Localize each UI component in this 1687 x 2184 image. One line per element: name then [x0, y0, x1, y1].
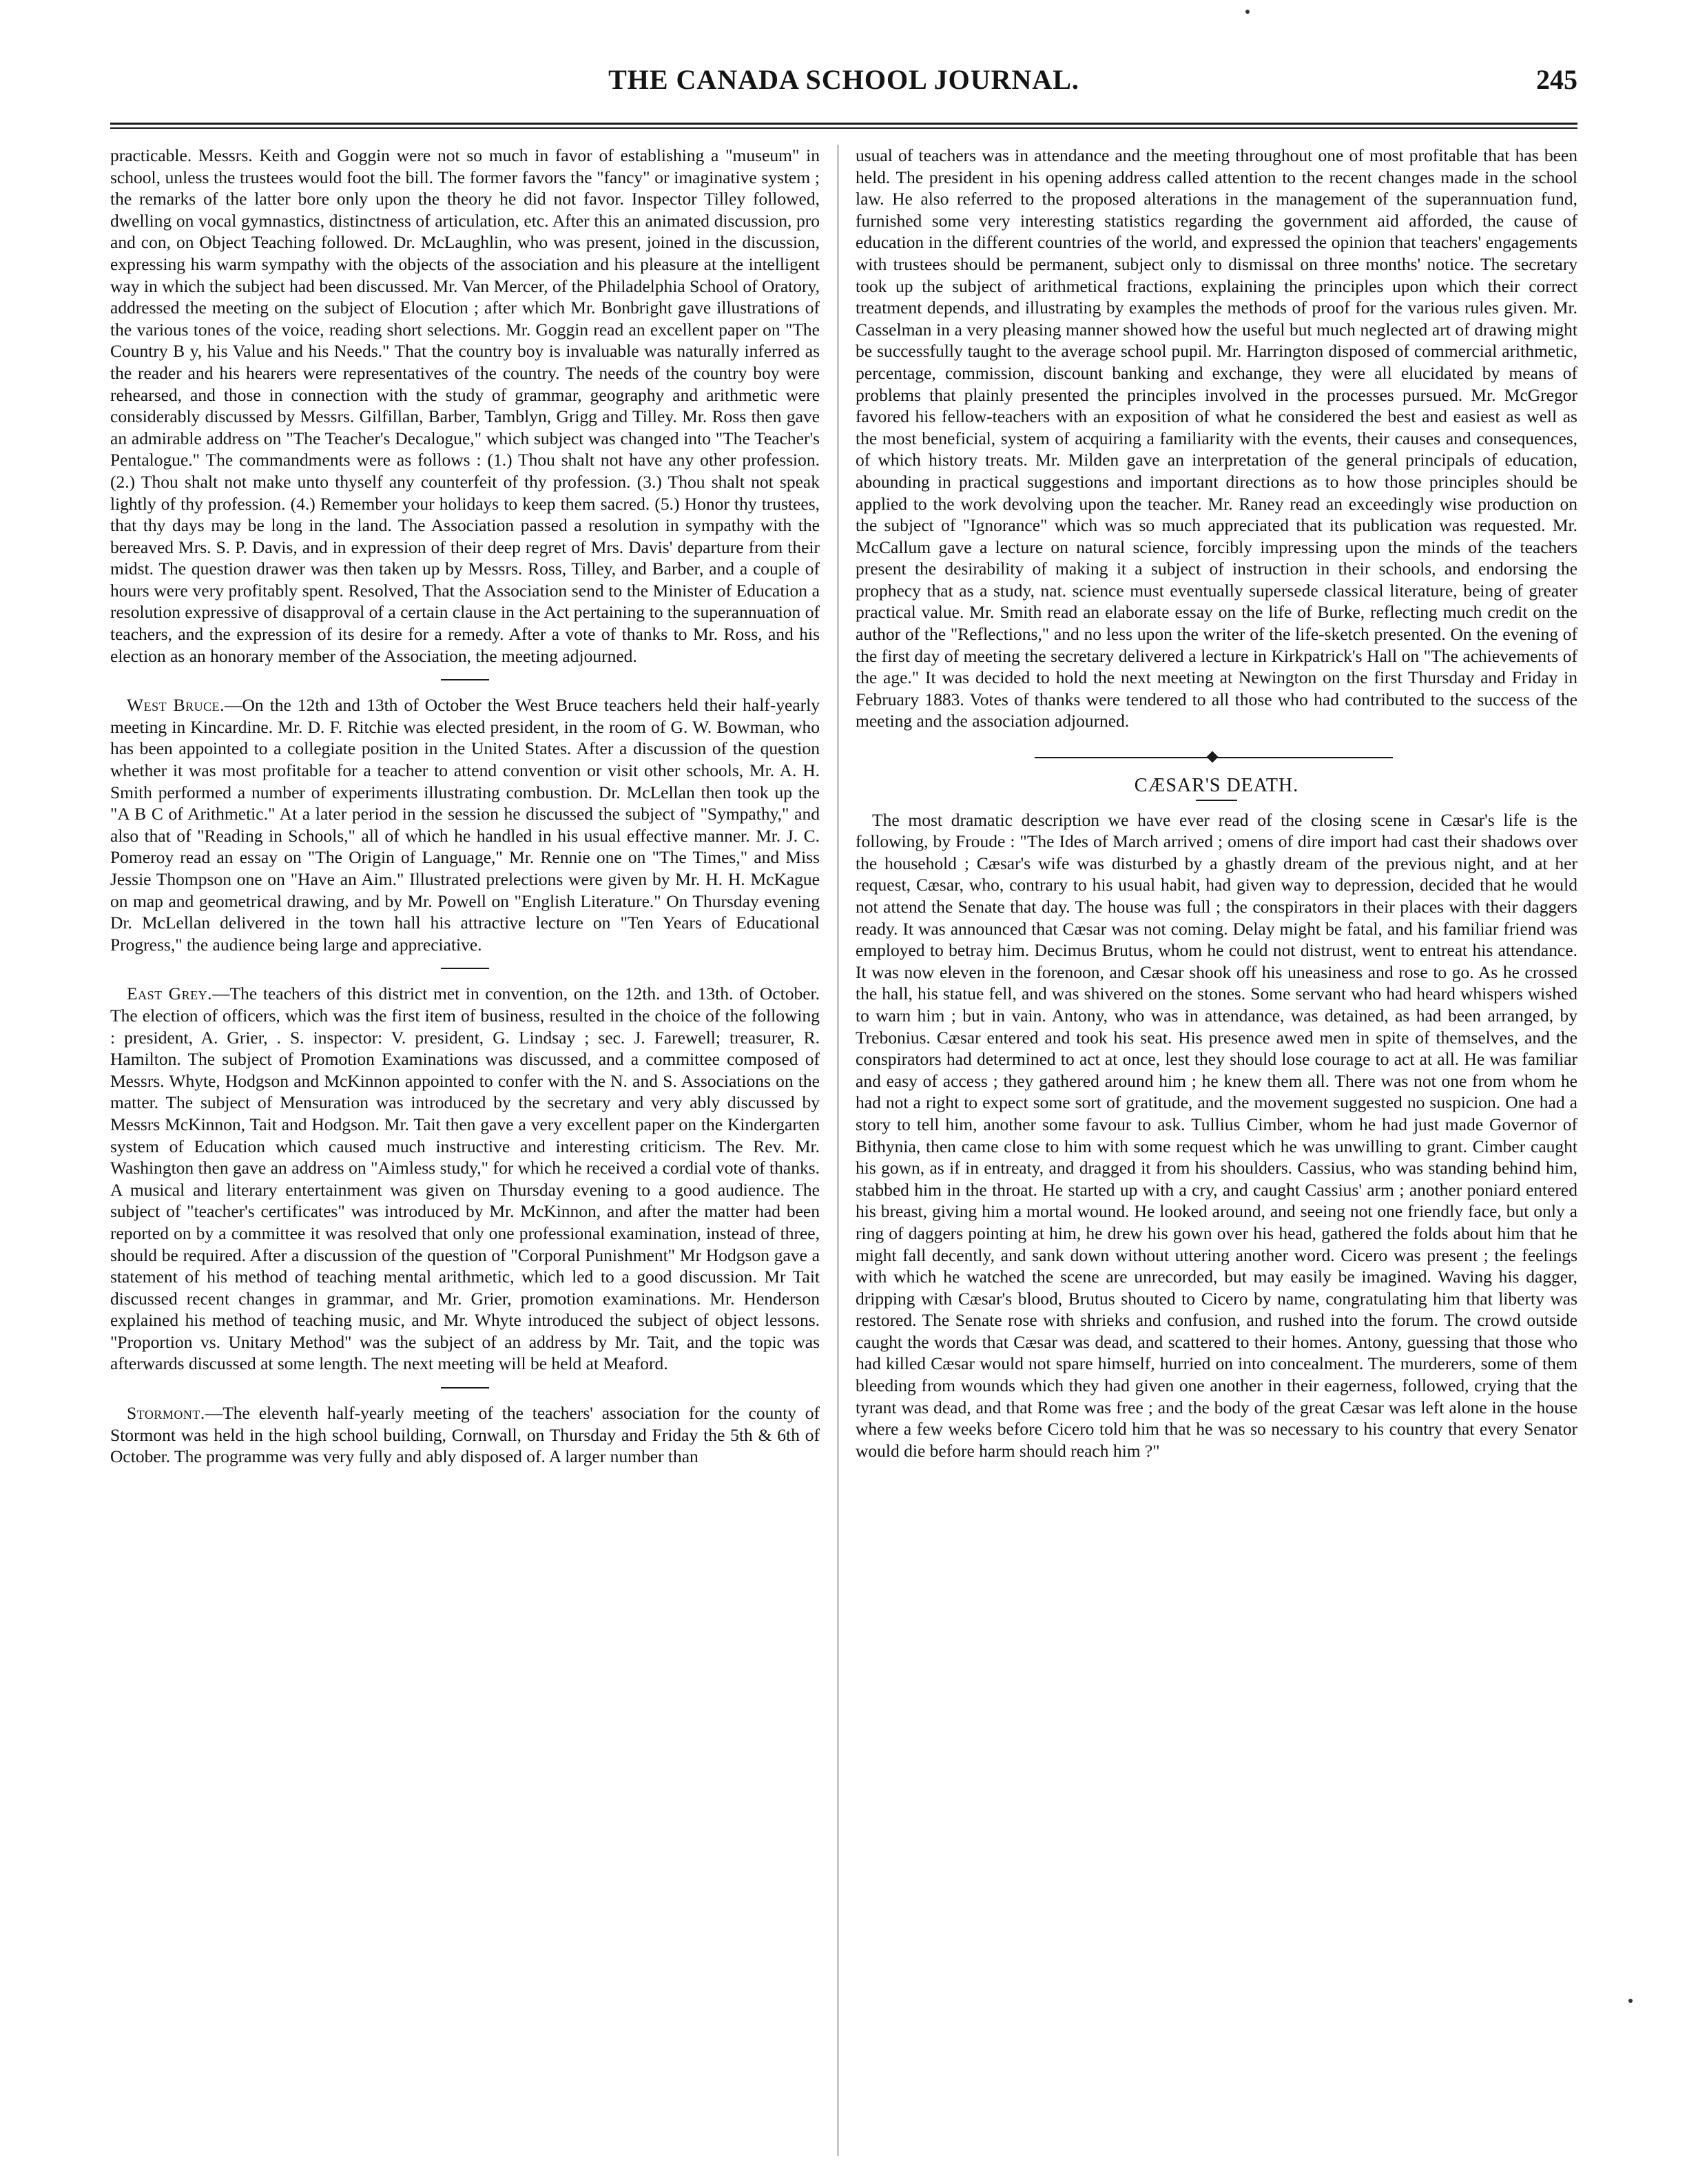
- section-separator: [441, 1387, 489, 1389]
- west-bruce-report: [110, 694, 820, 955]
- section-separator: [441, 679, 489, 680]
- ornamental-divider: [856, 747, 1577, 768]
- stormont-text: —The eleventh half-yearly meeting of the teachers' association for the county of Stormont was held in the high school building, Cornwall, on Thursday and Friday the 5th & 6th of October. The programme was very fully and ably disposed of. A larger number than: [110, 1403, 820, 1467]
- page-header: [110, 63, 1577, 105]
- print-speck: [1245, 10, 1250, 14]
- stormont-heading: Stormont.: [127, 1403, 205, 1424]
- caesar-article-text: The most dramatic description we have ever read of the closing scene in Cæsar's life is the following, by Froude : "The Ides of March arrived ; omens of dire import had cast their shadows over the household ; Cæsar's wife was disturbed by a ghastly dream of the previous night, and at her request, Cæsar, who, contrary to his usual habit, had given way to depression, decided that he would not attend the Senate that day. The house was full ; the conspirators in their places with their daggers ready. It was announced that Cæsar was not coming. Delay might be fatal, and his familiar friend was employed to betray him. Decimus Brutus, whom he could not distrust, went to entreat his attendance. It was now eleven in the forenoon, and Cæsar shook off his uneasiness and rose to go. As he crossed the hall, his statue fell, and was shivered on the stones. Some servant who had heard whispers wished to warn him ; but in vain. Antony, who was in attendance, was detained, as had been arranged, by Trebonius. Cæsar entered and took his seat. His presence awed men in spite of themselves, and the conspirators had determined to act at once, lest they should lose courage to act at all. He was familiar and easy of access ; they gathered around him ; he knew them all. There was not one from whom he had not a right to expect some sort of gratitude, and the movement suggested no suspicion. One had a story to tell him, another some favour to ask. Tullius Cimber, whom he had just made Governor of Bithynia, then came close to him with some request which he was unwilling to grant. Cimber caught his gown, as if in entreaty, and dragged it from his shoulders. Cassius, who was standing behind him, stabbed him in the throat. He started up with a cry, and caught Cassius' arm ; another poniard entered his breast, giving him a mortal wound. He looked around, and seeing not one friendly face, but only a ring of daggers pointing at him, he drew his gown over his head, gathered the folds about him that he might fall decently, and sank down without uttering another word. Cicero was present ; the feelings with which he watched the scene are unrecorded, but may easily be imagined. Waving his dagger, dripping with Cæsar's blood, Brutus shouted to Cicero by name, congratulating him that liberty was restored. The Senate rose with shrieks and confusion, and rushed into the forum. The crowd outside caught the words that Cæsar was dead, and scattered to their homes. Antony, guessing that those who had killed Cæsar would not spare himself, hurried on into concealment. The murderers, some of them bleeding from wounds which they had given one another in their eagerness, followed, crying that the tyrant was dead, and that Rome was free ; and the body of the great Cæsar was left alone in the house where a few weeks before Cicero told him that he was so necessary to his country that every Senator would die before harm should reach him ?": [856, 809, 1577, 1461]
- east-grey-report: [110, 983, 820, 1375]
- article-title: CÆSAR'S DEATH.: [1134, 775, 1299, 797]
- stormont-report-continued: usual of teachers was in attendance and the meeting throughout one of most profitable that has been held. The president in his opening address called attention to the recent changes made in the school law. He also referred to the proposed alterations in the management of the superannuation fund, furnished some very interesting statistics regarding the government aid afforded, the cause of education in the different countries of the world, and expressed the opinion that teachers' engagements with trustees should be permanent, subject only to dismissal on three months' notice. The secretary took up the subject of arithmetical fractions, explaining the principles upon which their correct treatment depends, and illustrating by examples the methods of proof for the various rules given. Mr. Casselman in a very pleasing manner showed how the useful but much neglected art of drawing might be successfully taught to the average school pupil. Mr. Harrington disposed of commercial arithmetic, percentage, commission, discount banking and exchange, they were all elucidated by means of problems that plainly presented the principles involved in the processes pursued. Mr. McGregor favored his fellow-teachers with an exposition of what he considered the best and easiest as well as the most beneficial, system of acquiring a familiarity with the events, their causes and consequences, of which history treats. Mr. Milden gave an interpretation of the general principals of education, abounding in practical suggestions and important directions as to how those principles should be applied to the work devolving upon the teacher. Mr. Raney read an exceedingly wise production on the subject of "Ignorance" which was so much appreciated that its publication was requested. Mr. McCallum gave a lecture on natural science, forcibly impressing upon the minds of the teachers present the desirability of making it a subject of instruction in their schools, and endorsing the prophecy that as a study, nat. science must eventually supersede classical literature, being of greater practical value. Mr. Smith read an elaborate essay on the life of Burke, reflecting much credit on the author of the "Reflections," and no less upon the writer of the life-sketch presented. On the evening of the first day of meeting the secretary delivered a lecture in Kirkpatrick's Hall on "The achievements of the age." It was decided to hold the next meeting at Newington on the first Thursday and Friday in February 1883. Votes of thanks were tendered to all those who had contributed to the success of the meeting and the association adjourned.: [856, 145, 1577, 731]
- stormont-report: [110, 1402, 820, 1468]
- print-speck: [1628, 1999, 1633, 2003]
- left-column: [110, 145, 820, 2156]
- page-number: 245: [1536, 64, 1577, 95]
- section-separator: [441, 968, 489, 969]
- west-bruce-heading: West Bruce.: [127, 695, 225, 716]
- east-grey-text: —The teachers of this district met in convention, on the 12th. and 13th. of October. The election of officers, which was the first item of business, resulted in the choice of the following : president, A. Grier, . S. inspector: V. president, G. Lindsay ; sec. J. Farewell; treasurer, R. Hamilton. The subject of Promotion Examinations was discussed, and a committee composed of Messrs. Whyte, Hodgson and McKinnon appointed to confer with the N. and S. Associations on the matter. The subject of Mensuration was introduced by the secretary and very ably discussed by Messrs McKinnon, Tait and Hodgson. Mr. Tait then gave a very excellent paper on the Kindergarten system of Education which caused much instructive and interesting criticism. The Rev. Mr. Washington then gave an address on "Aimless study," for which he received a cordial vote of thanks. A musical and literary entertainment was given on Thursday evening to a good audience. The subject of "teacher's certificates" was introduced by Mr. McKinnon, and after the matter had been reported on by a committee it was resolved that only one professional examination, instead of three, should be required. After a discussion of the question of "Corporal Punishment" Mr Hodgson gave a statement of his method of teaching mental arithmetic, which led to a good discussion. Mr Tait discussed recent changes in grammar, and Mr. Grier, promotion examinations. Mr. Henderson explained his method of teaching music, and Mr. Whyte introduced the subject of object lessons. "Proportion vs. Unitary Method" was the subject of an address by Mr. Tait, and the topic was afterwards discussed at some length. The next meeting will be held at Meaford.: [110, 984, 820, 1374]
- header-double-rule: [110, 123, 1577, 129]
- continued-report-paragraph: practicable. Messrs. Keith and Goggin were not so much in favor of establishing a "museum" in school, unless the trustees would foot the bill. The former favors the "fancy" or imaginative system ; the remarks of the latter bore only upon the theory he did not favor. Inspector Tilley followed, dwelling on vocal gymnastics, distinctness of articulation, etc. After this an animated discussion, pro and con, on Object Teaching followed. Dr. McLaughlin, who was present, joined in the discussion, expressing his warm sympathy with the objects of the association and his pleasure at the intelligent way in which the subject had been discussed. Mr. Van Mercer, of the Philadelphia School of Oratory, addressed the meeting on the subject of Elocution ; after which Mr. Bonbright gave illustrations of the various tones of the voice, reading short selections. Mr. Goggin read an excellent paper on "The Country B y, his Value and his Needs." That the country boy is invaluable was naturally inferred as the reader and his hearers were representatives of the country. The needs of the country boy were rehearsed, and those in connection with the study of grammar, geography and arithmetic were considerably discussed by Messrs. Gilfillan, Barber, Tamblyn, Grigg and Tilley. Mr. Ross then gave an admirable address on "The Teacher's Decalogue," which subject was changed into "The Teacher's Pentalogue." The commandments were as follows : (1.) Thou shalt not have any other profession. (2.) Thou shalt not make unto thyself any counterfeit of thy profession. (3.) Thou shalt not speak lightly of thy profession. (4.) Remember your holidays to keep them sacred. (5.) Honor thy trustees, that thy days may be long in the land. The Association passed a resolution in sympathy with the bereaved Mrs. S. P. Davis, and in expression of their deep regret of Mrs. Davis' departure from their midst. The question drawer was then taken up by Messrs. Ross, Tilley, and Barber, and a couple of hours were very profitably spent. Resolved, That the Association send to the Minister of Education a resolution expressive of disapproval of a certain clause in the Act pertaining to the superannuation of teachers, and the expression of its desire for a remedy. After a vote of thanks to Mr. Ross, and his election as an honorary member of the Association, the meeting adjourned.: [110, 145, 820, 666]
- ornament-diamond-icon: [1207, 751, 1219, 763]
- east-grey-heading: East Grey.: [127, 984, 213, 1004]
- right-column: [856, 145, 1577, 2156]
- title-underline: [1196, 800, 1237, 801]
- running-title: THE CANADA SCHOOL JOURNAL.: [608, 64, 1079, 95]
- west-bruce-text: —On the 12th and 13th of October the West Bruce teachers held their half-yearly meeting in Kincardine. Mr. D. F. Ritchie was elected president, in the room of G. W. Bowman, who has been appointed to a collegiate position in the United States. After a discussion of the question whether it was most profitable for a teacher to attend convention or visit other schools, Mr. A. H. Smith performed a number of experiments illustrating combustion. Dr. McLellan then took up the "A B C of Arithmetic." At a later period in the session he discussed the subject of "Sympathy," and also that of "Reading in Schools," all of which he handled in his usual effective manner. Mr. J. C. Pomeroy read an essay on "The Origin of Language," Mr. Rennie one on "The Times," and Miss Jessie Thompson one on "Have an Aim." Illustrated prelections were given by Mr. H. H. McKague on map and geometrical drawing, and by Mr. Powell on "English Literature." On Thursday evening Dr. McLellan delivered in the town hall his attractive lecture on "Ten Years of Educational Progress," the audience being large and appreciative.: [110, 695, 820, 955]
